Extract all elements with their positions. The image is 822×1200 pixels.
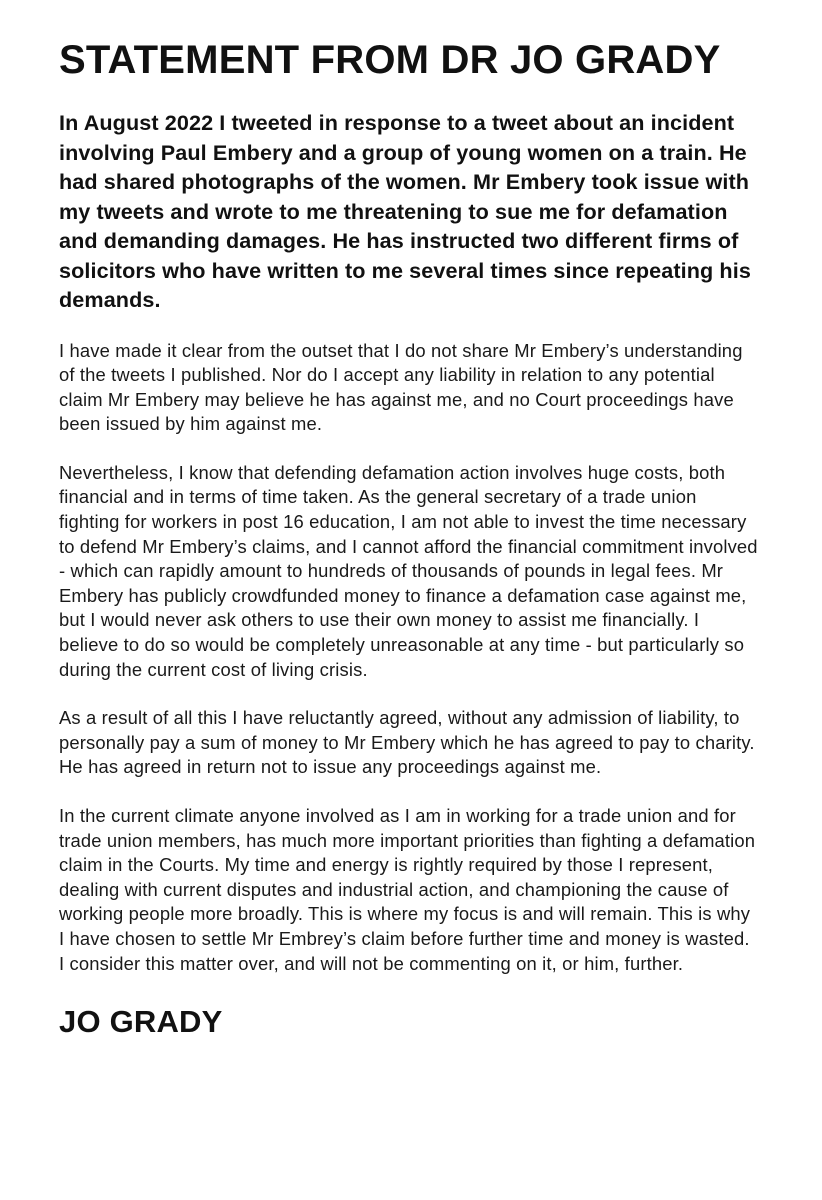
- statement-document: [59, 34, 759, 1042]
- document-title: STATEMENT FROM DR JO GRADY: [59, 38, 721, 82]
- lead-paragraph: In August 2022 I tweeted in response to a tweet about an incident involving Paul Embery and a group of young women on a train. He had shared photographs of the women. Mr Embery took issue with my tweets and wrote to me threatening to sue me for defamation and demanding damages. He has instructed two different firms of solicitors who have written to me several times since repeating his demands.: [59, 110, 751, 312]
- body-paragraph-4: In the current climate anyone involved as I am in working for a trade union and for trade union members, has much more important priorities than fighting a defamation claim in the Courts. My time and energy is rightly required by those I represent, dealing with current disputes and industrial action, and championing the cause of working people more broadly. This is where my focus is and will remain. This is why I have chosen to settle Mr Embrey’s claim before further time and money is wasted. I consider this matter over, and will not be commenting on it, or him, further.: [59, 805, 756, 974]
- body-paragraph-2: Nevertheless, I know that defending defamation action involves huge costs, both financial and in terms of time taken. As the general secretary of a trade union fighting for workers in post 16 education, I am not able to invest the time necessary to defend Mr Embery’s claims, and I cannot afford the financial commitment involved - which can rapidly amount to hundreds of thousands of pounds in legal fees. Mr Embery has publicly crowdfunded money to finance a defamation case against me, but I would never ask others to use their own money to assist me financially. I believe to do so would be completely unreasonable at any time - but particularly so during the current cost of living crisis.: [59, 461, 758, 680]
- body-paragraph-1: I have made it clear from the outset that I do not share Mr Embery’s understanding of the tweets I published. Nor do I accept any liability in relation to any potential claim Mr Embery may believe he has against me, and no Court proceedings have been issued by him against me.: [59, 339, 743, 435]
- signature-name: JO GRADY: [59, 1004, 223, 1040]
- body-paragraph-3: As a result of all this I have reluctantly agreed, without any admission of liability, to personally pay a sum of money to Mr Embery which he has agreed to pay to charity. He has agreed in return not to issue any proceedings against me.: [59, 707, 755, 778]
